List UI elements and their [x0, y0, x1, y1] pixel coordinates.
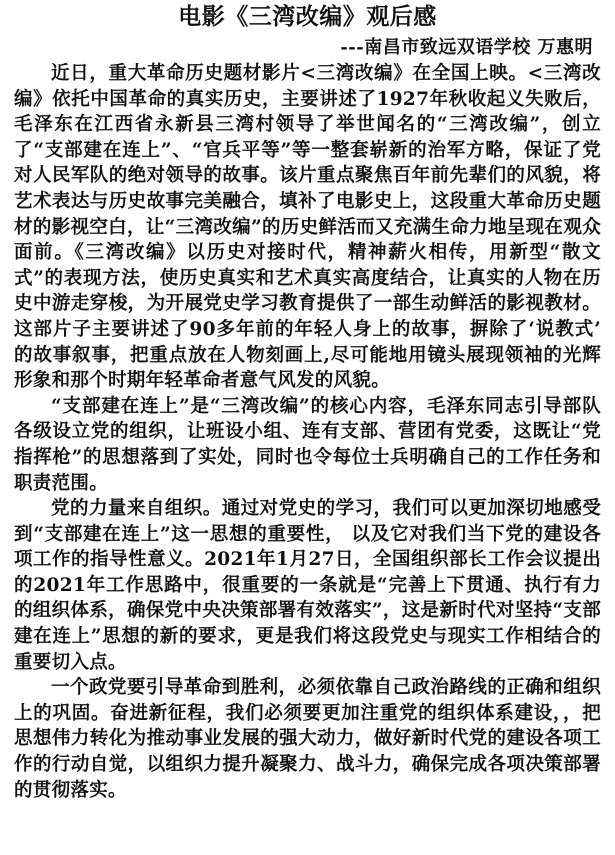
- document-title: 电影《三湾改编》观后感: [178, 3, 437, 30]
- paragraph-party-organization: 党的力量来自组织。通过对党史的学习，我们可以更加深切地感受到“支部建在连上”这一思想的重要性， 以及它对我们当下党的建设各项工作的指导性意义。2021年1月27日，全国组织部长工作会议提出的2021年工作思路中，很重要的一条就是“完善上下贯通、执行有力的组织体系，确保党中央决策部署有效落实”，这是新时代对坚持“支部建在连上”思想的新的要求，更是我们将这段党史与现实工作相结合的重要切入点。: [14, 498, 601, 673]
- author-byline: ---南昌市致远双语学校 万惠明: [340, 37, 593, 58]
- paragraph-conclusion: 一个政党要引导革命到胜利，必须依靠自己政治路线的正确和组织上的巩固。奋进新征程，我们必须要更加注重党的组织体系建设，，把思想伟力转化为推动事业发展的强大动力，做好新时代党的建设各项工作的行动自觉，以组织力提升凝聚力、战斗力，确保完成各项决策部署的贯彻落实。: [14, 677, 601, 801]
- paragraph-intro: 近日，重大革命历史题材影片<三湾改编》在全国上映。<三湾改编》依托中国革命的真实历史，主要讲述了1927年秋收起义失败后，毛泽东在江西省永新县三湾村领导了举世闻名的“三湾改编”，创立了“支部建在连上”、“官兵平等”等一整套崭新的治军方略，保证了党对人民军队的绝对领导的故事。该片重点聚焦百年前先辈们的风貌，将艺术表达与历史故事完美融合，填补了电影史上，这段重大革命历史题材的影视空白，让“三湾改编”的历史鲜活而又充满生命力地呈现在观众面前。《三湾改编》以历史对接时代，精神薪火相传，用新型“散文式”的表现方法，使历史真实和艺术真实高度结合，让真实的人物在历史中游走穿梭，为开展党史学习教育提供了一部生动鲜活的影视教材。这部片子主要讲述了90多年前的年轻人身上的故事，摒除了‘说教式’ 的故事叙事，把重点放在人物刻画上,尽可能地用镜头展现领袖的光辉形象和那个时期年轻革命者意气风发的风貌。: [14, 63, 601, 392]
- paragraph-branch-on-company: “支部建在连上”是“三湾改编”的核心内容，毛泽东同志引导部队各级设立党的组织，让班设小组、连有支部、营团有党委，这既让“党指挥枪”的思想落到了实处，同时也令每位士兵明确自己的工作任务和职责范围。: [14, 395, 601, 494]
- document-body: [14, 61, 601, 803]
